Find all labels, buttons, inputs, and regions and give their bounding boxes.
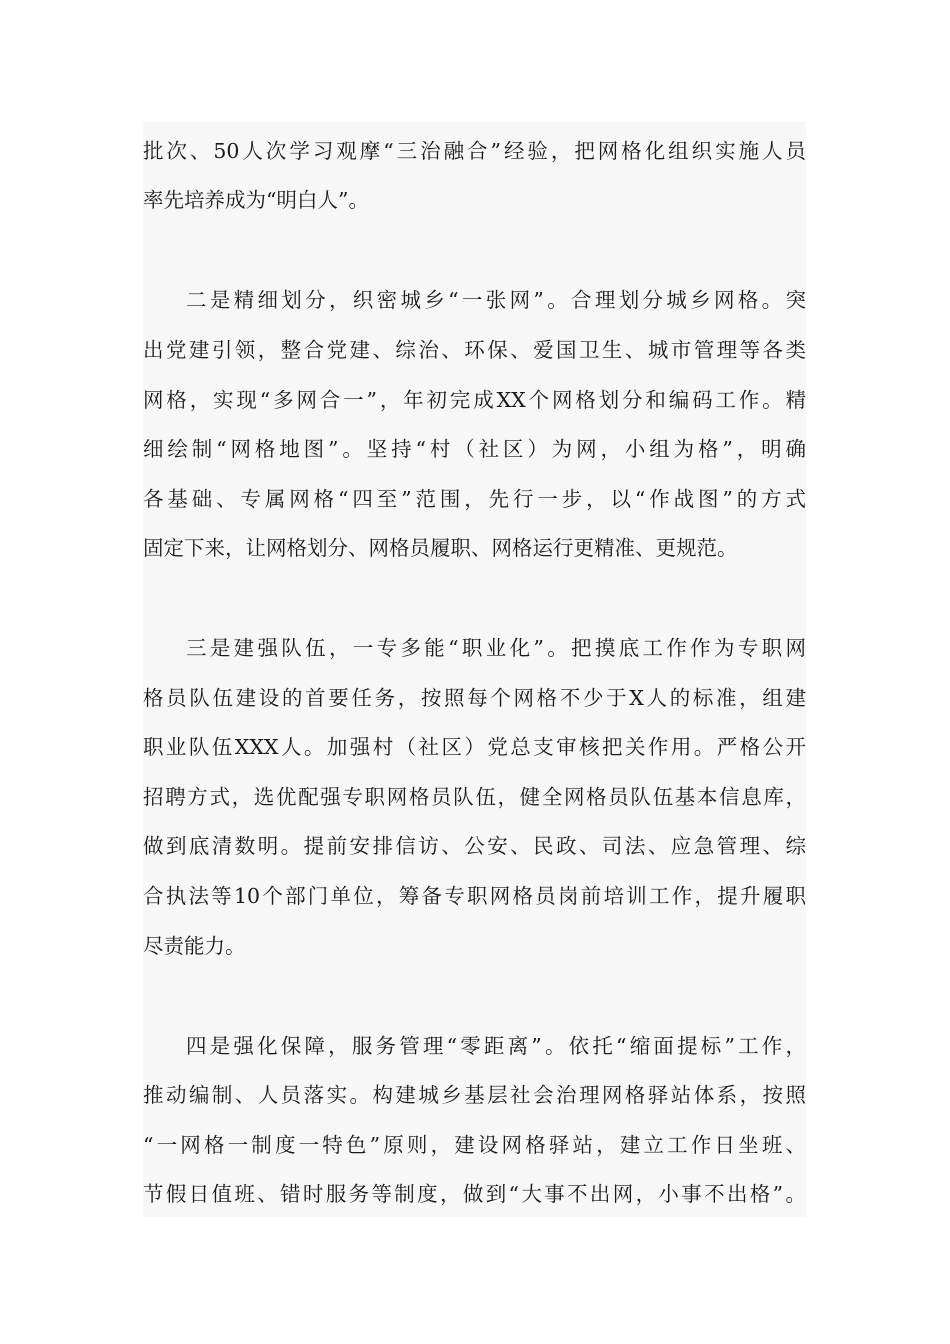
text-line: 各基础、专属网格“四至”范围，先行一步，以“作战图”的方式: [143, 487, 806, 511]
text-line: 批次、50人次学习观摩“三治融合”经验，把网格化组织实施人员: [143, 139, 806, 163]
text-line: 尽责能力。: [143, 934, 246, 958]
text-line: 节假日值班、错时服务等制度，做到“大事不出网，小事不出格”。: [143, 1182, 806, 1206]
text-line: 合执法等10个部门单位，筹备专职网格员岗前培训工作，提升履职: [143, 884, 806, 908]
text-line: 率先培养成为“明白人”。: [143, 188, 369, 212]
text-line: 细绘制“网格地图”。坚持“村（社区）为网，小组为格”，明确: [143, 437, 806, 461]
text-line: 格员队伍建设的首要任务，按照每个网格不少于X人的标准，组建: [143, 686, 806, 710]
text-line: 网格，实现“多网合一”，年初完成XX个网格划分和编码工作。精: [143, 388, 806, 412]
text-line: 做到底清数明。提前安排信访、公安、民政、司法、应急管理、综: [143, 834, 806, 858]
text-line: 四是强化保障，服务管理“零距离”。依托“缩面提标”工作，: [186, 1034, 806, 1058]
text-line: “一网格一制度一特色”原则，建设网格驿站，建立工作日坐班、: [143, 1133, 806, 1157]
text-line: 职业队伍XXX人。加强村（社区）党总支审核把关作用。严格公开: [143, 735, 806, 759]
text-line: 推动编制、人员落实。构建城乡基层社会治理网格驿站体系，按照: [143, 1083, 806, 1107]
text-line: 三是建强队伍，一专多能“职业化”。把摸底工作作为专职网: [186, 636, 806, 660]
text-line: 固定下来，让网格划分、网格员履职、网格运行更精准、更规范。: [143, 536, 738, 560]
text-line: 招聘方式，选优配强专职网格员队伍，健全网格员队伍基本信息库，: [143, 785, 806, 809]
text-line: 出党建引领，整合党建、综治、环保、爱国卫生、城市管理等各类: [143, 338, 806, 362]
text-line: 二是精细划分，织密城乡“一张网”。合理划分城乡网格。突: [186, 288, 806, 312]
